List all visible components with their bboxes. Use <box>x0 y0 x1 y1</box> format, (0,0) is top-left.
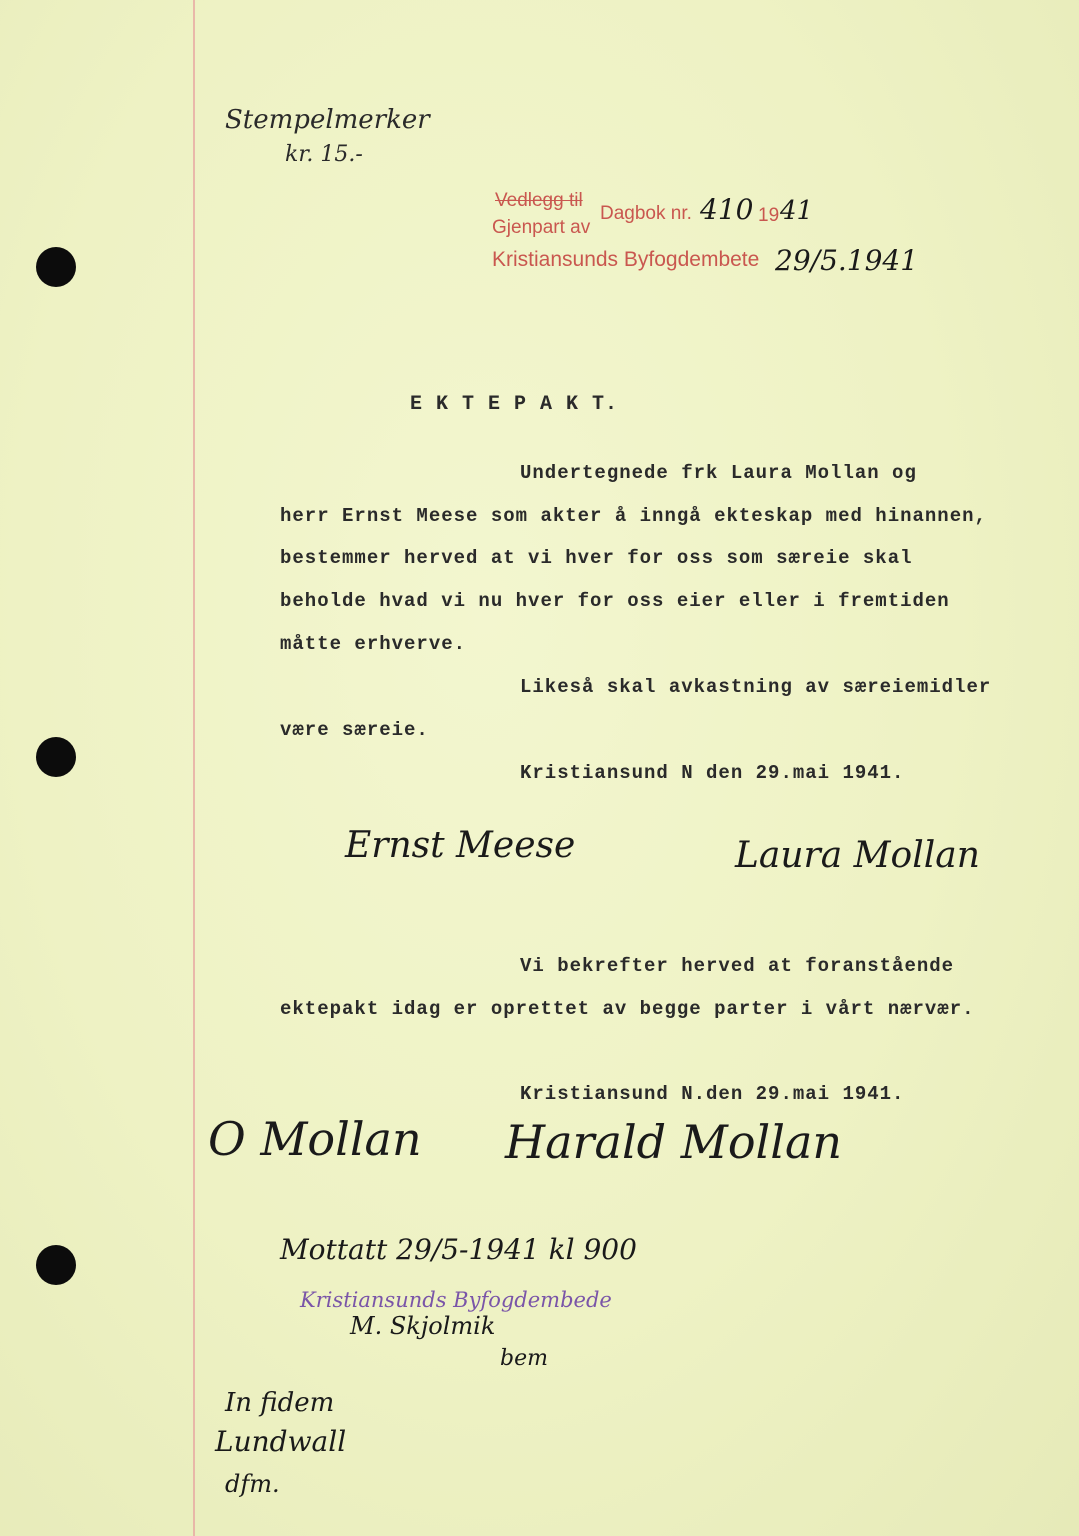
signature-laura-mollan: Laura Mollan <box>735 835 980 876</box>
stamp-year-printed: 19 <box>758 205 780 226</box>
signature-harald-mollan: Harald Mollan <box>505 1115 843 1169</box>
page-margin-line <box>193 0 195 1536</box>
received-signature: M. Skjolmik <box>350 1312 496 1340</box>
witness-line-1: Vi bekrefter herved at foranstående <box>520 955 955 977</box>
stamp-year-hand: 41 <box>780 196 814 226</box>
paragraph-1-line-1: Undertegnede frk Laura Mollan og <box>520 462 917 484</box>
place-date-2: Kristiansund N.den 29.mai 1941. <box>520 1083 905 1105</box>
punch-hole-top <box>36 247 76 287</box>
paragraph-2-line-1: Likeså skal avkastning av særeiemidler <box>520 676 992 698</box>
signature-o-mollan: O Mollan <box>208 1112 422 1166</box>
paragraph-1-line-4: beholde hvad vi nu hver for oss eier eller i fremtiden <box>280 590 950 612</box>
punch-hole-middle <box>36 737 76 777</box>
punch-hole-bottom <box>36 1245 76 1285</box>
stamp-dagbok-number: 410 <box>700 193 754 226</box>
stamp-date-hand: 29/5.1941 <box>775 244 919 277</box>
paragraph-2-line-2: være særeie. <box>280 719 429 741</box>
in-fidem-note: In fidem <box>225 1388 335 1418</box>
document-title: E K T E P A K T. <box>410 393 619 416</box>
fidem-title: dfm. <box>225 1470 280 1498</box>
note-amount: kr. 15.- <box>285 142 363 167</box>
fidem-signature: Lundwall <box>215 1425 347 1458</box>
paragraph-1-line-2: herr Ernst Meese som akter å inngå ekteskap med hinannen, <box>280 505 987 527</box>
paragraph-1-line-5: måtte erhverve. <box>280 633 467 655</box>
paragraph-1-line-3: bestemmer herved at vi hver for oss som særeie skal <box>280 547 913 569</box>
signature-ernst-meese: Ernst Meese <box>345 825 576 866</box>
place-date-1: Kristiansund N den 29.mai 1941. <box>520 762 905 784</box>
witness-line-2: ektepakt idag er oprettet av begge parter i vårt nærvær. <box>280 998 975 1020</box>
received-signature-title: bem <box>500 1346 548 1371</box>
received-note: Mottatt 29/5-1941 kl 900 <box>280 1233 637 1266</box>
stamp-copy-label: Gjenpart av <box>492 217 591 238</box>
note-stempelmerker: Stempelmerker <box>225 105 430 135</box>
stamp-struck-label: Vedlegg til <box>495 190 583 211</box>
stamp-dagbok-label: Dagbok nr. <box>600 203 692 224</box>
stamp-office: Kristiansunds Byfogdembete <box>492 248 760 271</box>
received-stamp: Kristiansunds Byfogdembede <box>300 1288 612 1312</box>
